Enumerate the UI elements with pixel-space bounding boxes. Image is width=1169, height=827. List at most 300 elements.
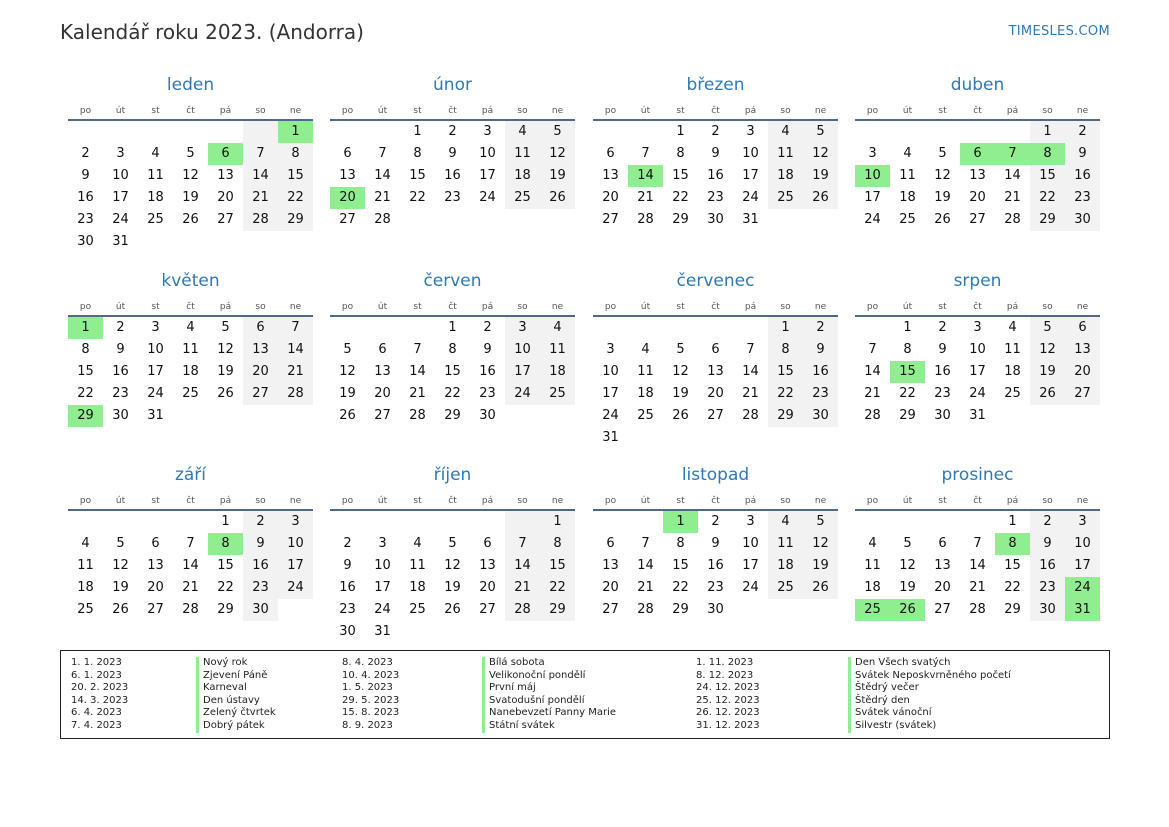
week-row [593, 427, 838, 449]
weekday-label: po [341, 106, 354, 116]
holiday-day-cell: 1 [663, 511, 698, 533]
empty-day-cell [208, 121, 243, 143]
day-cell: 29 [768, 405, 803, 427]
holiday-name: Nanebevzetí Panny Marie [482, 707, 616, 720]
day-cell: 14 [505, 555, 540, 577]
weekday-label: čt [186, 106, 195, 116]
day-cell: 24 [742, 190, 759, 205]
day-cell: 20 [374, 386, 391, 401]
day-cell: 6 [711, 342, 720, 357]
day-cell: 19 [1030, 361, 1065, 383]
weekday-label: st [151, 496, 160, 506]
weekday-label: so [780, 302, 791, 312]
day-cell: 23 [243, 577, 278, 599]
day-cell: 24 [147, 386, 164, 401]
month-title: listopad [681, 465, 750, 485]
day-cell: 6 [151, 536, 160, 551]
empty-day-cell [400, 209, 435, 231]
weekday-label: pá [481, 496, 494, 506]
holiday-date: 8. 9. 2023 [342, 719, 393, 731]
weekday-label: ne [551, 302, 564, 312]
empty-day-cell [470, 621, 505, 643]
day-cell: 20 [217, 190, 234, 205]
empty-day-cell [243, 405, 278, 427]
day-cell: 16 [339, 580, 356, 595]
day-cell: 8 [676, 536, 685, 551]
weekday-label: pá [219, 496, 232, 506]
month-title: červenec [676, 271, 755, 291]
day-cell: 26 [1030, 383, 1065, 405]
day-cell: 13 [374, 364, 391, 379]
day-cell: 24 [742, 580, 759, 595]
weekday-label: ne [289, 106, 302, 116]
empty-day-cell [243, 231, 278, 253]
empty-day-cell [995, 121, 1030, 143]
day-cell: 22 [217, 580, 234, 595]
day-cell: 25 [409, 602, 426, 617]
holiday-name: Zelený čtvrtek [196, 707, 276, 720]
day-cell: 21 [969, 580, 986, 595]
empty-day-cell [400, 317, 435, 339]
weekday-label: pá [744, 106, 757, 116]
day-cell: 17 [864, 190, 881, 205]
week-row [330, 121, 575, 143]
day-cell: 10 [112, 168, 129, 183]
weekday-label: so [517, 106, 528, 116]
day-cell: 3 [1065, 511, 1100, 533]
holiday-name-column [482, 657, 616, 733]
day-cell: 9 [116, 342, 125, 357]
day-cell: 27 [969, 212, 986, 227]
day-cell: 1 [1030, 121, 1065, 143]
empty-day-cell [173, 405, 208, 427]
day-cell: 21 [505, 577, 540, 599]
day-cell: 15 [768, 361, 803, 383]
week-row [855, 577, 1100, 599]
week-row [593, 121, 838, 143]
week-row [855, 317, 1100, 339]
weekday-label: po [604, 302, 617, 312]
weekday-label: čt [711, 302, 720, 312]
holiday-date: 8. 4. 2023 [342, 657, 393, 668]
weekday-label: pá [744, 302, 757, 312]
day-cell: 16 [479, 364, 496, 379]
week-row [593, 599, 838, 621]
day-cell: 16 [707, 558, 724, 573]
weekday-label: st [413, 496, 422, 506]
weekday-label: pá [1006, 302, 1019, 312]
weekday-label: so [780, 496, 791, 506]
day-cell: 9 [1065, 143, 1100, 165]
empty-day-cell [505, 511, 540, 533]
holiday-name: Štědrý den [848, 695, 1011, 708]
day-cell: 6 [1065, 317, 1100, 339]
day-cell: 12 [934, 168, 951, 183]
day-cell: 18 [899, 190, 916, 205]
holiday-list [60, 650, 1110, 739]
month-title: srpen [953, 271, 1002, 291]
weekday-label: so [1042, 302, 1053, 312]
empty-day-cell [243, 121, 278, 143]
day-cell: 16 [243, 555, 278, 577]
day-cell: 7 [505, 533, 540, 555]
day-cell: 28 [1004, 212, 1021, 227]
month-leden [68, 73, 313, 253]
day-cell: 22 [444, 386, 461, 401]
day-cell: 15 [278, 165, 313, 187]
day-cell: 21 [374, 190, 391, 205]
day-cell: 14 [243, 165, 278, 187]
day-cell: 16 [444, 168, 461, 183]
day-cell: 4 [903, 146, 912, 161]
empty-day-cell [278, 599, 313, 621]
day-cell: 25 [540, 383, 575, 405]
empty-day-cell [68, 121, 103, 143]
day-cell: 23 [77, 212, 94, 227]
day-cell: 12 [112, 558, 129, 573]
weekday-label: so [255, 496, 266, 506]
week-row [330, 383, 575, 405]
day-cell: 4 [868, 536, 877, 551]
day-cell: 2 [711, 124, 720, 139]
day-cell: 31 [374, 624, 391, 639]
weekday-label: po [79, 106, 92, 116]
holiday-name: Den Všech svatých [848, 657, 1011, 670]
weekday-label: so [255, 302, 266, 312]
day-cell: 15 [540, 555, 575, 577]
week-row [330, 361, 575, 383]
weekday-label: po [79, 496, 92, 506]
week-row [593, 533, 838, 555]
week-row [68, 511, 313, 533]
day-cell: 23 [479, 386, 496, 401]
week-row [855, 361, 1100, 383]
month-title: duben [950, 75, 1005, 95]
day-cell: 28 [637, 212, 654, 227]
empty-day-cell [768, 209, 803, 231]
empty-day-cell [330, 317, 365, 339]
week-row [68, 339, 313, 361]
weekday-header [593, 293, 838, 317]
weekday-label: čt [186, 302, 195, 312]
day-cell: 30 [243, 599, 278, 621]
month-červenec [593, 269, 838, 449]
holiday-day-cell: 24 [1065, 577, 1100, 599]
day-cell: 26 [444, 602, 461, 617]
week-row [855, 209, 1100, 231]
holiday-date: 6. 4. 2023 [71, 707, 122, 719]
day-cell: 2 [243, 511, 278, 533]
holiday-date: 7. 4. 2023 [71, 719, 122, 731]
weekday-label: po [79, 302, 92, 312]
week-row [593, 383, 838, 405]
holiday-date: 10. 4. 2023 [342, 669, 400, 681]
day-cell: 25 [637, 408, 654, 423]
empty-day-cell [733, 427, 768, 449]
week-row [330, 209, 575, 231]
holiday-date: 31. 12. 2023 [696, 719, 760, 731]
day-cell: 14 [278, 339, 313, 361]
holiday-name: Silvestr (svátek) [848, 720, 1011, 733]
day-cell: 26 [112, 602, 129, 617]
day-cell: 17 [479, 168, 496, 183]
day-cell: 20 [969, 190, 986, 205]
day-cell: 5 [448, 536, 457, 551]
day-cell: 27 [147, 602, 164, 617]
day-cell: 18 [505, 165, 540, 187]
day-cell: 13 [707, 364, 724, 379]
week-row [855, 383, 1100, 405]
day-cell: 7 [413, 342, 422, 357]
month-title: květen [161, 271, 220, 291]
day-cell: 24 [602, 408, 619, 423]
holiday-date: 1. 11. 2023 [696, 657, 754, 668]
day-cell: 27 [374, 408, 391, 423]
weekday-label: út [640, 496, 651, 506]
weekday-label: pá [219, 106, 232, 116]
week-row [68, 383, 313, 405]
holiday-date: 26. 12. 2023 [696, 707, 760, 719]
day-cell: 3 [746, 124, 755, 139]
holiday-day-cell: 6 [208, 143, 243, 165]
day-cell: 21 [182, 580, 199, 595]
holiday-day-cell: 8 [1030, 143, 1065, 165]
weekday-label: čt [448, 106, 457, 116]
week-row [68, 231, 313, 253]
empty-day-cell [593, 121, 628, 143]
day-cell: 13 [969, 168, 986, 183]
month-title: prosinec [941, 465, 1014, 485]
day-cell: 27 [479, 602, 496, 617]
weekday-label: so [255, 106, 266, 116]
site-link[interactable]: TIMESLES.COM [1008, 24, 1110, 39]
day-cell: 12 [803, 143, 838, 165]
holiday-date: 15. 8. 2023 [342, 707, 400, 719]
day-cell: 19 [934, 190, 951, 205]
empty-day-cell [960, 511, 995, 533]
weekday-label: ne [289, 302, 302, 312]
day-cell: 7 [868, 342, 877, 357]
day-cell: 20 [934, 580, 951, 595]
day-cell: 21 [637, 580, 654, 595]
month-title: červen [423, 271, 482, 291]
month-title: leden [166, 75, 215, 95]
day-cell: 23 [707, 190, 724, 205]
empty-day-cell [400, 511, 435, 533]
day-cell: 5 [221, 320, 230, 335]
week-row [593, 143, 838, 165]
week-row [593, 339, 838, 361]
weekday-label: po [604, 496, 617, 506]
empty-day-cell [435, 511, 470, 533]
empty-day-cell [278, 231, 313, 253]
day-cell: 9 [483, 342, 492, 357]
empty-day-cell [663, 427, 698, 449]
day-cell: 14 [374, 168, 391, 183]
week-row [68, 555, 313, 577]
empty-day-cell [925, 121, 960, 143]
day-cell: 18 [1004, 364, 1021, 379]
day-cell: 10 [147, 342, 164, 357]
weekday-label: ne [1076, 302, 1089, 312]
weekday-label: st [938, 106, 947, 116]
day-cell: 16 [1030, 555, 1065, 577]
week-row [68, 317, 313, 339]
day-cell: 4 [186, 320, 195, 335]
day-cell: 14 [182, 558, 199, 573]
holiday-name: Svátek vánoční [848, 707, 1011, 720]
day-cell: 29 [1004, 602, 1021, 617]
day-cell: 9 [448, 146, 457, 161]
day-cell: 3 [606, 342, 615, 357]
holiday-name: Bílá sobota [482, 657, 616, 670]
weekday-label: út [115, 496, 126, 506]
empty-day-cell [470, 511, 505, 533]
month-květen [68, 269, 313, 427]
weekday-header [330, 487, 575, 511]
day-cell: 19 [803, 165, 838, 187]
day-cell: 28 [864, 408, 881, 423]
day-cell: 4 [768, 511, 803, 533]
day-cell: 25 [182, 386, 199, 401]
day-cell: 18 [182, 364, 199, 379]
day-cell: 19 [540, 165, 575, 187]
day-cell: 10 [742, 146, 759, 161]
day-cell: 19 [803, 555, 838, 577]
week-row [855, 165, 1100, 187]
day-cell: 10 [479, 146, 496, 161]
day-cell: 14 [409, 364, 426, 379]
day-cell: 7 [746, 342, 755, 357]
week-row [330, 187, 575, 209]
day-cell: 22 [768, 383, 803, 405]
weekday-label: ne [814, 106, 827, 116]
holiday-date: 24. 12. 2023 [696, 682, 760, 694]
weekday-label: ne [289, 496, 302, 506]
day-cell: 30 [803, 405, 838, 427]
day-cell: 21 [243, 187, 278, 209]
day-cell: 12 [899, 558, 916, 573]
holiday-date: 1. 5. 2023 [342, 682, 393, 694]
day-cell: 18 [864, 580, 881, 595]
day-cell: 4 [1008, 320, 1017, 335]
day-cell: 6 [483, 536, 492, 551]
weekday-label: st [413, 302, 422, 312]
day-cell: 15 [409, 168, 426, 183]
weekday-label: po [866, 302, 879, 312]
day-cell: 9 [1030, 533, 1065, 555]
week-row [330, 317, 575, 339]
week-row [330, 339, 575, 361]
day-cell: 28 [243, 209, 278, 231]
holiday-name: První máj [482, 682, 616, 695]
month-únor [330, 73, 575, 231]
holiday-day-cell: 1 [68, 317, 103, 339]
day-cell: 27 [602, 212, 619, 227]
weekday-label: čt [973, 496, 982, 506]
week-row [593, 361, 838, 383]
day-cell: 26 [803, 577, 838, 599]
day-cell: 10 [969, 342, 986, 357]
day-cell: 2 [803, 317, 838, 339]
weekday-header [330, 97, 575, 121]
week-row [330, 577, 575, 599]
week-row [68, 209, 313, 231]
weekday-label: út [902, 496, 913, 506]
holiday-date: 8. 12. 2023 [696, 669, 754, 681]
day-cell: 17 [147, 364, 164, 379]
empty-day-cell [435, 209, 470, 231]
month-title: únor [433, 75, 472, 95]
empty-day-cell [278, 405, 313, 427]
weekday-label: st [676, 302, 685, 312]
week-row [855, 533, 1100, 555]
day-cell: 8 [540, 533, 575, 555]
weekday-header [593, 487, 838, 511]
day-cell: 9 [938, 342, 947, 357]
day-cell: 1 [540, 511, 575, 533]
weekday-header [68, 97, 313, 121]
holiday-date: 6. 1. 2023 [71, 669, 122, 681]
empty-day-cell [365, 317, 400, 339]
day-cell: 27 [339, 212, 356, 227]
empty-day-cell [505, 405, 540, 427]
empty-day-cell [173, 121, 208, 143]
day-cell: 26 [934, 212, 951, 227]
week-row [855, 143, 1100, 165]
empty-day-cell [803, 599, 838, 621]
day-cell: 23 [934, 386, 951, 401]
day-cell: 17 [505, 361, 540, 383]
day-cell: 22 [540, 577, 575, 599]
holiday-name: Karneval [196, 682, 276, 695]
day-cell: 31 [602, 430, 619, 445]
day-cell: 21 [637, 190, 654, 205]
empty-day-cell [330, 511, 365, 533]
holiday-day-cell: 6 [960, 143, 995, 165]
week-row [68, 165, 313, 187]
day-cell: 10 [1065, 533, 1100, 555]
week-row [593, 165, 838, 187]
week-row [593, 511, 838, 533]
holiday-name: Dobrý pátek [196, 720, 276, 733]
day-cell: 16 [112, 364, 129, 379]
holiday-day-cell: 26 [890, 599, 925, 621]
empty-day-cell [330, 121, 365, 143]
day-cell: 28 [374, 212, 391, 227]
day-cell: 21 [278, 361, 313, 383]
day-cell: 8 [81, 342, 90, 357]
day-cell: 23 [803, 383, 838, 405]
day-cell: 4 [151, 146, 160, 161]
day-cell: 28 [278, 383, 313, 405]
month-prosinec [855, 463, 1100, 621]
day-cell: 6 [378, 342, 387, 357]
weekday-label: st [413, 106, 422, 116]
day-cell: 7 [186, 536, 195, 551]
day-cell: 22 [278, 187, 313, 209]
day-cell: 16 [1065, 165, 1100, 187]
empty-day-cell [960, 121, 995, 143]
day-cell: 5 [676, 342, 685, 357]
day-cell: 17 [602, 386, 619, 401]
holiday-name-column [196, 657, 276, 733]
day-cell: 4 [768, 121, 803, 143]
day-cell: 20 [1065, 361, 1100, 383]
day-cell: 6 [606, 536, 615, 551]
week-row [855, 187, 1100, 209]
weekday-label: po [866, 496, 879, 506]
